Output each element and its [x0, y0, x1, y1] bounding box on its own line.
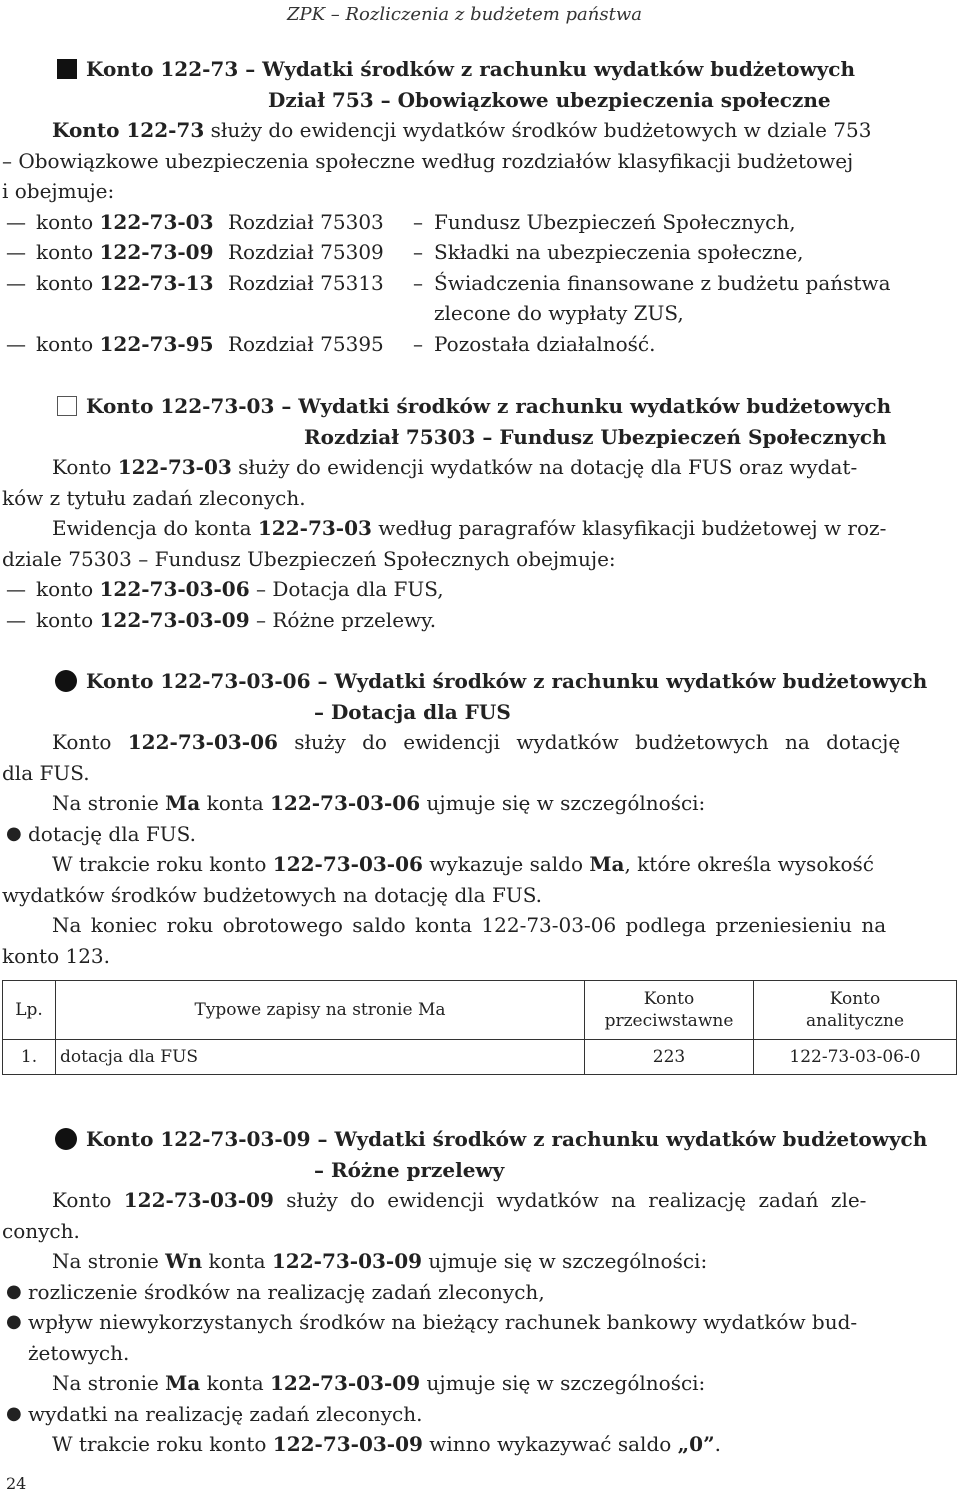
table-header-cell: Lp.	[3, 981, 56, 1040]
section-subtitle: Rozdział 75303 – Fundusz Ubezpieczeń Społecznych	[304, 424, 887, 449]
paragraph: Na stronie Wn konta 122-73-03-09 ujmuje się w szczególności:	[52, 1249, 708, 1273]
list-item: ● wydatki na realizację zadań zleconych.	[0, 1399, 960, 1430]
page-number: 24	[6, 1474, 27, 1493]
table-header-row	[3, 981, 957, 1040]
paragraph: Ewidencja do konta 122-73-03 według paragrafów klasyfikacji budżetowej w roz-	[52, 516, 887, 540]
list-item: — konto 122-73-03-06 – Dotacja dla FUS,	[6, 577, 444, 601]
section-konto-122-73-03: Konto 122-73-03 – Wydatki środków z rachunku wydatków budżetowych Rozdział 75303 – Fundusz Ubezpieczeń Społecznych Konto 122-73-03 służy do ewidencji wydatków na dotację dla FUS oraz wydat- ków z tytułu zadań zleconych. Ewidencja do konta 122-73-03 według paragrafów klasyfikacji budżetowej w roz- dziale 75303 – Fundusz Ubezpieczeń Społecznych obejmuje: — konto 122-73-03-06 – Dotacja dla FUS, — konto 122-73-03-09 – Różne przelewy.	[0, 391, 960, 635]
running-header: ZPK – Rozliczenia z budżetem państwa	[286, 4, 642, 25]
paragraph: W trakcie roku konto 122-73-03-06 wykazuje saldo Ma, które określa wysokość	[52, 852, 874, 876]
table-header-cell: Typowe zapisy na stronie Ma	[56, 981, 585, 1040]
black-circle-bullet-icon	[55, 670, 77, 692]
paragraph: Konto 122-73-03 służy do ewidencji wydatków na dotację dla FUS oraz wydat-	[52, 455, 858, 479]
paragraph: Konto 122-73-03-06 służy do ewidencji wydatków budżetowych na dotację	[52, 730, 901, 754]
table-row	[3, 1040, 957, 1075]
section-konto-122-73: Konto 122-73 – Wydatki środków z rachunku wydatków budżetowych Dział 753 – Obowiązkowe ubezpieczenia społeczne Konto 122-73 służy do ewidencji wydatków środków budżetowych w dziale 753 – Obowiązkowe ubezpieczenia społeczne według rozdziałów klasyfikacji budżetowej i obejmuje: — konto 122-73-03 Rozdział 75303 – Fundusz Ubezpieczeń Społecznych, — konto 122-73-09 Rozdział 75309 – Składki na ubezpieczenia społeczne, — konto 122-73-13 Rozdział 75313 – Świadczenia finansowane z budżetu państwa zlecone do wypłaty ZUS, — konto 122-73-95 Rozdział 75395 – Pozostała działalność.	[0, 54, 960, 359]
section-subtitle: Dział 753 – Obowiązkowe ubezpieczenia społeczne	[268, 87, 831, 112]
list-item: — konto 122-73-03 Rozdział 75303 – Fundusz Ubezpieczeń Społecznych,	[6, 209, 796, 234]
section-title: Konto 122-73-03-06 – Wydatki środków z rachunku wydatków budżetowych	[86, 669, 928, 693]
section-title: Konto 122-73-03-09 – Wydatki środków z rachunku wydatków budżetowych	[86, 1127, 928, 1151]
paragraph: Konto 122-73-03-09 służy do ewidencji wydatków na realizację zadań zle-	[52, 1188, 867, 1212]
paragraph: Na stronie Ma konta 122-73-03-06 ujmuje się w szczególności:	[52, 791, 706, 815]
table-header-cell: Konto przeciwstawne	[585, 981, 754, 1040]
list-item: — konto 122-73-13 Rozdział 75313 – Świadczenia finansowane z budżetu państwa	[6, 270, 891, 295]
bullet-dot-icon: ●	[6, 1311, 22, 1332]
paragraph: Na koniec roku obrotowego saldo konta 122-73-03-06 podlega przeniesieniu na	[52, 913, 887, 937]
bullet-dot-icon: ●	[6, 822, 22, 844]
list-item: ● dotację dla FUS.	[0, 819, 960, 850]
table-cell: 1.	[3, 1040, 56, 1075]
table-cell: 223	[585, 1040, 754, 1075]
list-item: ● rozliczenie środków na realizację zadań zleconych,	[0, 1277, 960, 1308]
paragraph: W trakcie roku konto 122-73-03-09 winno wykazywać saldo „0”.	[52, 1432, 721, 1456]
table-header-cell: Konto analityczne	[754, 981, 957, 1040]
white-square-bullet-icon	[57, 396, 77, 416]
bullet-dot-icon: ●	[6, 1402, 22, 1424]
list-item: — konto 122-73-95 Rozdział 75395 – Pozostała działalność.	[6, 331, 656, 356]
table-cell: 122-73-03-06-0	[754, 1040, 957, 1075]
black-circle-bullet-icon	[55, 1128, 77, 1150]
list-item: ● wpływ niewykorzystanych środków na bieżący rachunek bankowy wydatków bud-	[0, 1307, 960, 1338]
black-square-bullet-icon	[57, 59, 77, 79]
paragraph: Konto 122-73 służy do ewidencji wydatków środków budżetowych w dziale 753	[52, 118, 872, 142]
list-item: — konto 122-73-09 Rozdział 75309 – Składki na ubezpieczenia społeczne,	[6, 240, 804, 264]
table-cell: dotacja dla FUS	[56, 1040, 585, 1075]
bullet-dot-icon: ●	[6, 1280, 22, 1302]
section-title: Konto 122-73 – Wydatki środków z rachunku wydatków budżetowych	[86, 57, 856, 81]
section-title: Konto 122-73-03 – Wydatki środków z rachunku wydatków budżetowych	[86, 394, 892, 418]
list-item: — konto 122-73-03-09 – Różne przelewy.	[6, 607, 437, 632]
section-konto-122-73-03-06: Konto 122-73-03-06 – Wydatki środków z rachunku wydatków budżetowych – Dotacja dla FUS Konto 122-73-03-06 służy do ewidencji wydatków budżetowych na dotację dla FUS. Na stronie Ma konta 122-73-03-06 ujmuje się w szczególności: ● dotację dla FUS. W trakcie roku konto 122-73-03-06 wykazuje saldo Ma, które określa wysokość wydatków środków budżetowych na dotację dla FUS. Na koniec roku obrotowego saldo konta 122-73-03-06 podlega przeniesieniu na konto 123.	[0, 666, 960, 971]
paragraph: Na stronie Ma konta 122-73-03-09 ujmuje się w szczególności:	[52, 1371, 706, 1395]
section-subtitle: – Dotacja dla FUS	[314, 699, 511, 724]
section-konto-122-73-03-09: Konto 122-73-03-09 – Wydatki środków z rachunku wydatków budżetowych – Różne przelewy Konto 122-73-03-09 służy do ewidencji wydatków na realizację zadań zle- conych. Na stronie Wn konta 122-73-03-09 ujmuje się w szczególności: ● rozliczenie środków na realizację zadań zleconych, ● wpływ niewykorzystanych środków na bieżący rachunek bankowy wydatków bud- żetowych. Na stronie Ma konta 122-73-03-09 ujmuje się w szczególności: ● wydatki na realizację zadań zleconych. W trakcie roku konto 122-73-03-09 winno wykazywać saldo „0”.	[0, 1124, 960, 1460]
entries-table	[2, 980, 957, 1075]
section-subtitle: – Różne przelewy	[314, 1157, 505, 1182]
